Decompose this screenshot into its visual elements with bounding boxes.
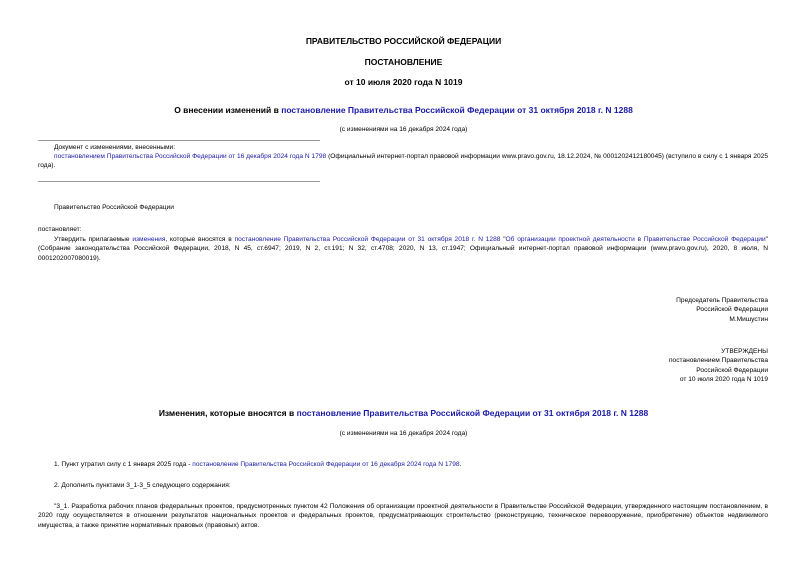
changes-source: (Официальный интернет-портал правовой информации www.pravo.gov.ru, 18.12.2024, № 0001202412180045) (вступило в силу с 1 января 2025 года). bbox=[38, 153, 768, 170]
annex-title-link[interactable]: постановление Правительства Российской Федерации от 31 октября 2018 г. N 1288 bbox=[296, 408, 649, 418]
decree-1798-link[interactable]: постановление Правительства Российской Федерации от 16 декабря 2024 года N 1798 bbox=[192, 461, 460, 468]
changes-text bbox=[38, 152, 768, 171]
document-title bbox=[0, 105, 807, 115]
signature-line-2: Российской Федерации bbox=[696, 306, 768, 314]
project-activity-link[interactable]: Об организации проектной деятельности в Правительстве Российской Федерации bbox=[505, 236, 766, 243]
item1-end: . bbox=[459, 461, 462, 468]
title-prefix: О внесении изменений в bbox=[174, 105, 282, 115]
signature-block bbox=[400, 296, 768, 324]
annex-revision-note: (с изменениями на 16 декабря 2024 года) bbox=[339, 430, 468, 437]
approved-line-1: УТВЕРЖДЕНЫ bbox=[721, 348, 768, 355]
changes-annex-link[interactable]: изменения bbox=[132, 236, 166, 243]
changes-link[interactable]: постановлением Правительства Российской Федерации от 16 декабря 2024 года N 1798 bbox=[54, 153, 327, 160]
bottom-divider bbox=[38, 181, 320, 182]
signature-line-1: Председатель Правительства bbox=[676, 297, 768, 304]
title-link[interactable]: постановление Правительства Российской Федерации от 31 октября 2018 г. N 1288 bbox=[281, 105, 633, 115]
main-paragraph bbox=[38, 235, 768, 263]
date-number-heading: от 10 июля 2020 года N 1019 bbox=[344, 77, 463, 87]
item1-text: 1. Пункт утратил силу с 1 января 2025 года - bbox=[54, 461, 193, 468]
annex-title-prefix: Изменения, которые вносятся в bbox=[158, 408, 297, 418]
p1-text-d: " (Собрание законодательства Российской Федерации, 2018, N 45, ст.6947; 2019, N 2, ст.191; N 32, ст.4708; 2020, N 13, ст.1947; Официальный интернет-портал правовой информации (www.pravo.gov.ru), 2020, 8 июля, N 0001202007080019). bbox=[38, 236, 768, 262]
approved-line-2: постановлением Правительства bbox=[668, 357, 768, 365]
item-1 bbox=[54, 460, 461, 469]
decrees-text: постановляет: bbox=[38, 226, 82, 233]
top-divider bbox=[38, 140, 320, 141]
p1-text-b: , которые вносятся в bbox=[165, 236, 235, 243]
item-2: 2. Дополнить пунктами 3_1-3_5 следующего содержания: bbox=[54, 482, 231, 489]
revision-note: (с изменениями на 16 декабря 2024 года) bbox=[339, 126, 468, 133]
signature-line-3: М.Мишустин bbox=[729, 315, 768, 323]
annex-title bbox=[0, 408, 807, 418]
approved-line-4: от 10 июля 2020 года N 1019 bbox=[679, 375, 768, 383]
decree-1288-link[interactable]: постановление Правительства Российской Федерации от 31 октября 2018 г. N 1288 bbox=[234, 236, 501, 243]
doc-type-heading: ПОСТАНОВЛЕНИЕ bbox=[364, 57, 443, 67]
approved-line-3: Российской Федерации bbox=[696, 366, 768, 374]
p1-text-c: " bbox=[500, 236, 506, 243]
issuer-text: Правительство Российской Федерации bbox=[54, 204, 174, 211]
item-3: "3_1. Разработка рабочих планов федеральных проектов, предусмотренных пунктом 42 Положения об организации проектной деятельности в Правительстве Российской Федерации, утвержденного настоящим постановлением, в 2020 году осуществляется в отношении результатов национальных проектов и федеральных проектов, предусматривающих строительство (реконструкцию, техническое перевооружение, приобретение) объектов недвижимого имущества, а также принятие нормативных правовых (правовых) актов. bbox=[38, 503, 768, 529]
government-heading: ПРАВИТЕЛЬСТВО РОССИЙСКОЙ ФЕДЕРАЦИИ bbox=[305, 36, 502, 46]
p1-text-a: Утвердить прилагаемые bbox=[54, 236, 133, 243]
changes-label: Документ с изменениями, внесенными: bbox=[54, 144, 176, 151]
approved-block bbox=[400, 347, 768, 384]
